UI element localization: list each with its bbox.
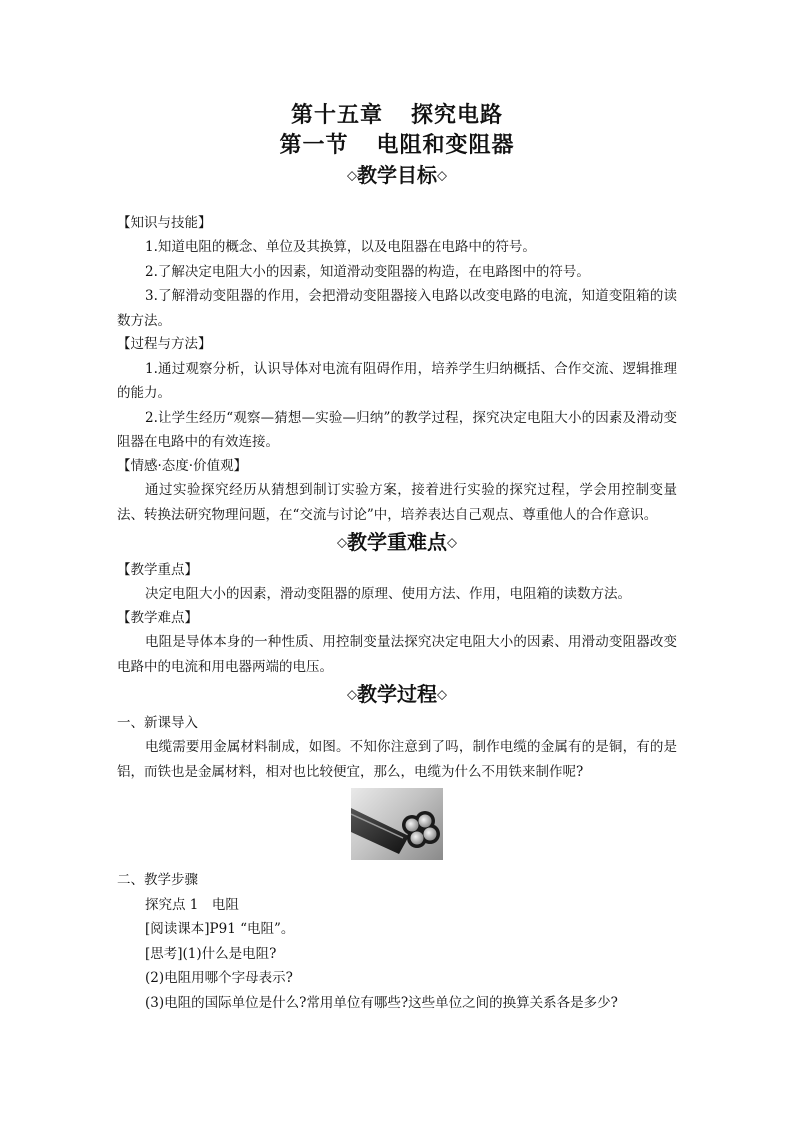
diamond-icon: ◇ bbox=[437, 168, 447, 184]
cable-illustration bbox=[351, 788, 443, 860]
heading-process-text: 教学过程 bbox=[357, 682, 437, 706]
think-question-3: (3)电阻的国际单位是什么?常用单位有哪些?这些单位之间的换算关系各是多少? bbox=[145, 994, 618, 1011]
heading-key-points bbox=[117, 527, 677, 559]
goal-knowledge-2: 2.了解决定电阻大小的因素，知道滑动变阻器的构造，在电路图中的符号。 bbox=[145, 263, 590, 280]
section-heading bbox=[117, 130, 677, 160]
key-point-text: 决定电阻大小的因素，滑动变阻器的原理、使用方法、作用，电阻箱的读数方法。 bbox=[145, 586, 631, 602]
chapter-name: 探究电路 bbox=[411, 102, 504, 128]
difficult-point-text: 电阻是导体本身的一种性质、用控制变量法探究决定电阻大小的因素、用滑动变阻器改变电路中的电流和用电器两端的电压。 bbox=[117, 634, 677, 675]
think-question-1: [思考](1)什么是电阻? bbox=[145, 945, 277, 962]
heading-process bbox=[117, 679, 677, 711]
diamond-icon: ◇ bbox=[437, 687, 447, 703]
label-key-point: 【教学重点】 bbox=[117, 561, 198, 578]
section-name: 电阻和变阻器 bbox=[376, 132, 515, 158]
diamond-icon: ◇ bbox=[447, 535, 457, 551]
chapter-number: 第十五章 bbox=[290, 102, 383, 128]
intro-paragraph: 电缆需要用金属材料制成，如图。不知你注意到了吗，制作电缆的金属有的是铜，有的是铝，而铁也是金属材料，相对也比较便宜，那么，电缆为什么不用铁来制作呢? bbox=[117, 739, 677, 780]
heading-key-points-text: 教学重难点 bbox=[347, 530, 447, 554]
goal-knowledge-1: 1.知道电阻的概念、单位及其换算，以及电阻器在电路中的符号。 bbox=[145, 239, 536, 255]
label-emotion-values: 【情感·态度·价值观】 bbox=[117, 457, 248, 474]
heading-goals-text: 教学目标 bbox=[357, 163, 437, 187]
goal-emotion-1: 通过实验探究经历从猜想到制订实验方案，接着进行实验的探究过程，学会用控制变量法、转换法研究物理问题，在“交流与讨论”中，培养表达自己观点、尊重他人的合作意识。 bbox=[117, 482, 677, 523]
document-page bbox=[117, 96, 677, 1015]
label-difficult-point: 【教学难点】 bbox=[117, 609, 198, 626]
heading-goals bbox=[117, 160, 677, 192]
section-number: 第一节 bbox=[279, 132, 349, 158]
think-question-2: (2)电阻用哪个字母表示? bbox=[145, 970, 293, 986]
diamond-icon: ◇ bbox=[347, 168, 357, 184]
intro-heading: 一、新课导入 bbox=[117, 714, 198, 731]
explore-point-1: 探究点 1 电阻 bbox=[145, 896, 239, 913]
goal-process-1: 1.通过观察分析，认识导体对电流有阻碍作用，培养学生归纳概括、合作交流、逻辑推理的能力。 bbox=[117, 360, 677, 401]
label-process-method: 【过程与方法】 bbox=[117, 336, 212, 352]
diamond-icon: ◇ bbox=[337, 535, 347, 551]
steps-heading: 二、教学步骤 bbox=[117, 872, 198, 888]
cable-image bbox=[351, 788, 443, 860]
chapter-heading bbox=[117, 100, 677, 130]
label-knowledge-skills: 【知识与技能】 bbox=[117, 214, 212, 231]
goal-process-2: 2.让学生经历“观察—猜想—实验—归纳”的教学过程，探究决定电阻大小的因素及滑动变阻器在电路中的有效连接。 bbox=[117, 409, 677, 450]
read-instruction: [阅读课本]P91 “电阻”。 bbox=[145, 921, 295, 937]
goal-knowledge-3: 3.了解滑动变阻器的作用，会把滑动变阻器接入电路以改变电路的电流，知道变阻箱的读数方法。 bbox=[117, 288, 677, 329]
diamond-icon: ◇ bbox=[347, 687, 357, 703]
